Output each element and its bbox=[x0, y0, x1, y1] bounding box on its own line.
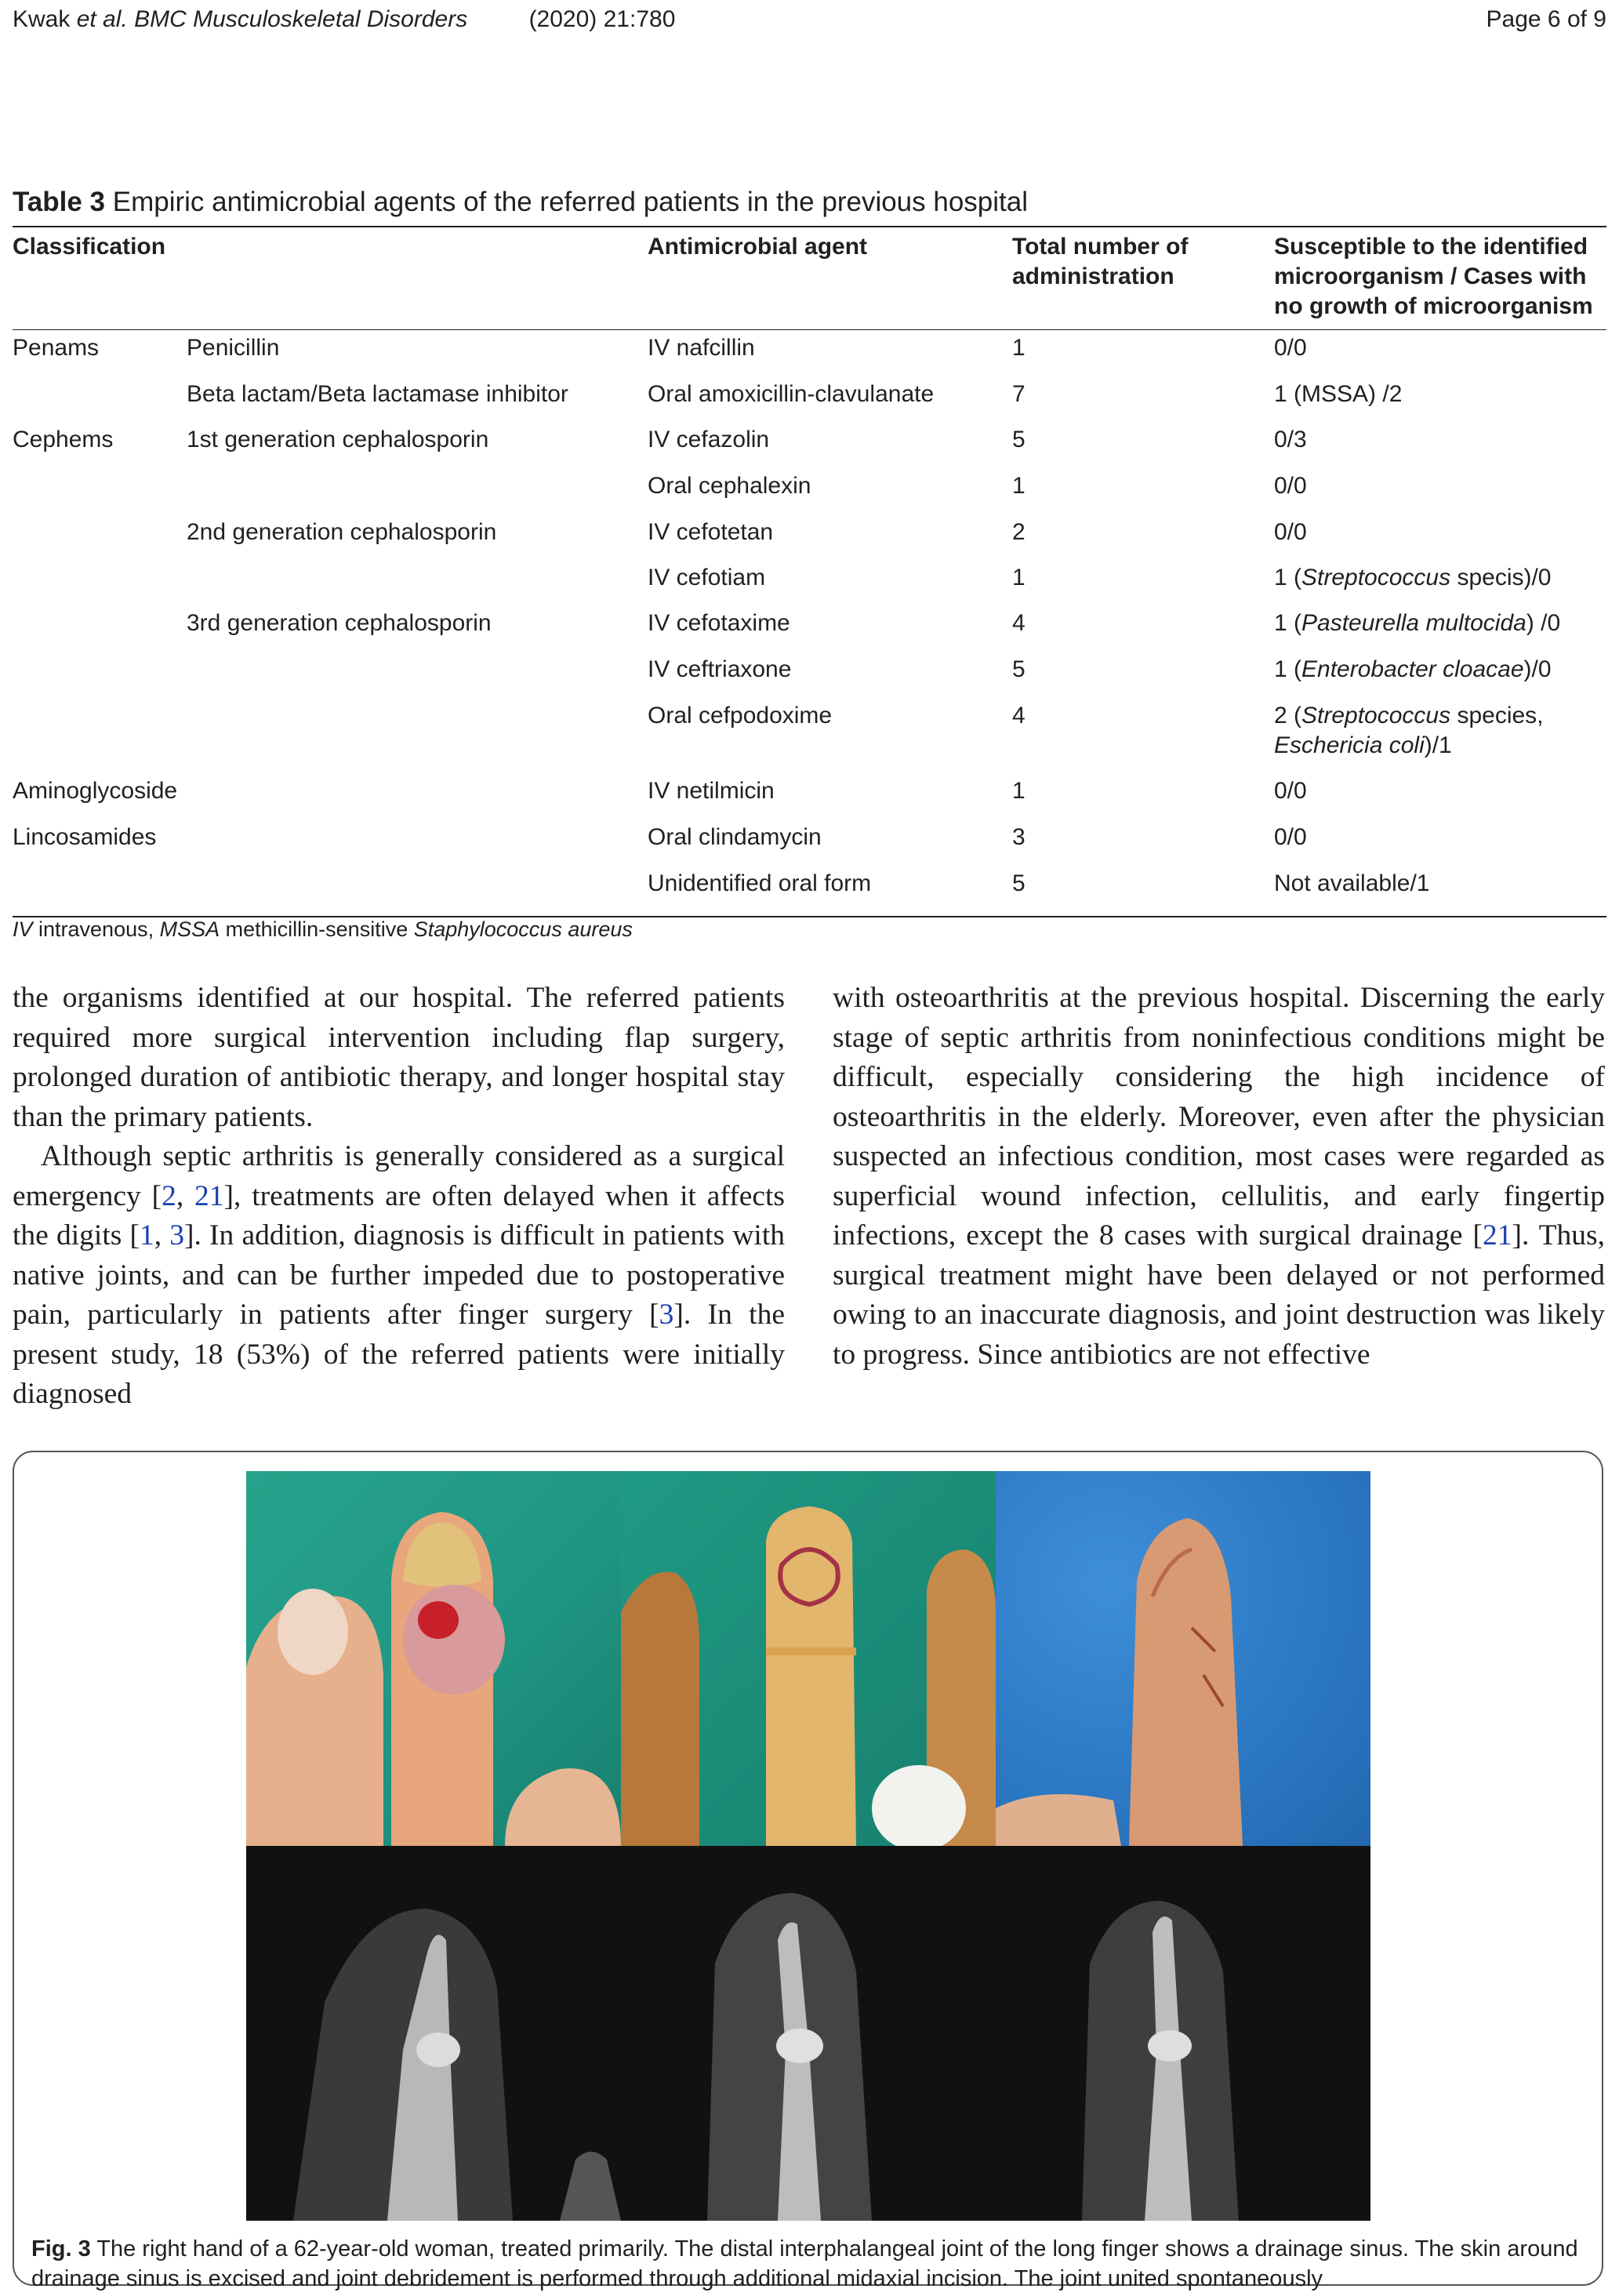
table-cell-agent: IV cefotaxime bbox=[648, 610, 790, 636]
table-cell-susceptible bbox=[1274, 563, 1552, 593]
antimicrobial-table bbox=[13, 226, 1606, 919]
paragraph bbox=[833, 979, 1605, 1375]
table-cell-subclass: 1st generation cephalosporin bbox=[187, 427, 489, 452]
table-top-rule bbox=[13, 226, 1606, 227]
susc-text: 1 ( bbox=[1274, 656, 1302, 682]
table-cell-susceptible: Not available/1 bbox=[1274, 870, 1430, 896]
header-total-line2: administration bbox=[1012, 263, 1174, 289]
citation-link[interactable]: 2 bbox=[162, 1179, 176, 1212]
organism-name: Streptococcus bbox=[1301, 565, 1451, 590]
table-header-rule bbox=[13, 329, 1606, 330]
table-cell-agent: Oral amoxicillin-clavulanate bbox=[648, 381, 935, 407]
table-cell-agent: IV cefotetan bbox=[648, 519, 774, 545]
organism-name: Enterobacter cloacae bbox=[1301, 656, 1524, 682]
table-cell-susceptible bbox=[1274, 609, 1560, 638]
ring-finger-shape bbox=[505, 1768, 621, 1846]
table-cell-agent: IV ceftriaxone bbox=[648, 656, 792, 682]
header-classification: Classification bbox=[13, 234, 166, 260]
table-cell-subclass: Penicillin bbox=[187, 335, 280, 361]
table-cell-agent: IV netilmicin bbox=[648, 778, 775, 804]
table-cell-total: 4 bbox=[1012, 610, 1025, 636]
table-cell-subclass: Beta lactam/Beta lactamase inhibitor bbox=[187, 381, 568, 407]
susc-text: ) /0 bbox=[1526, 610, 1561, 636]
susc-text: )/0 bbox=[1523, 656, 1552, 682]
table-cell-agent: Oral cephalexin bbox=[648, 473, 811, 499]
table-cell-agent: IV cefazolin bbox=[648, 427, 770, 452]
table-cell-total: 4 bbox=[1012, 703, 1025, 728]
adjacent-finger-shape bbox=[560, 2152, 621, 2221]
clinical-photo-surgery bbox=[621, 1471, 996, 1846]
xray-image-1 bbox=[246, 1846, 621, 2221]
abbr-iv: IV bbox=[13, 917, 33, 941]
susc-text: species, bbox=[1450, 703, 1544, 728]
body-text: ]. In addition, diagnosis is difficult in patients with native joints, and can be further impeded due to postoperative pain, particularly in patients after finger surgery [ bbox=[13, 1219, 785, 1331]
citation-link[interactable]: 3 bbox=[169, 1219, 185, 1252]
table-cell-total: 1 bbox=[1012, 335, 1025, 361]
citation-link[interactable]: 21 bbox=[1482, 1219, 1512, 1252]
paragraph: the organisms identified at our hospital. The referred patients required more surgical intervention including flap surgery, prolonged duration of antibiotic therapy, and longer hospital stay than the primary patients. bbox=[13, 982, 785, 1133]
surgery-finger-drawing bbox=[621, 1471, 996, 1846]
table-cell-class: Penams bbox=[13, 335, 100, 361]
table-cell-agent: IV cefotiam bbox=[648, 565, 766, 590]
figure-label: Fig. 3 bbox=[31, 2236, 91, 2261]
table-cell-total: 5 bbox=[1012, 656, 1025, 682]
susc-text: )/1 bbox=[1424, 732, 1452, 758]
figure-caption bbox=[31, 2234, 1588, 2294]
joint-shape bbox=[416, 2033, 460, 2067]
table-cell-total: 1 bbox=[1012, 565, 1025, 590]
table-cell-total: 2 bbox=[1012, 519, 1025, 545]
body-text: , bbox=[154, 1219, 170, 1252]
drainage-sinus-shape bbox=[418, 1601, 459, 1639]
body-text: ], treatments are often delayed when it affects the digits [ bbox=[13, 1179, 785, 1252]
table-cell-subclass: 3rd generation cephalosporin bbox=[187, 610, 492, 636]
xray-drawing-2 bbox=[621, 1846, 996, 2221]
table-cell-total: 1 bbox=[1012, 778, 1025, 804]
table-cell-subclass: 2nd generation cephalosporin bbox=[187, 519, 497, 545]
xray-image-2 bbox=[621, 1846, 996, 2221]
footnote-text: intravenous, bbox=[32, 917, 160, 941]
table-title bbox=[13, 187, 1028, 218]
organism-name: Staphylococcus aureus bbox=[413, 917, 633, 941]
table-cell-class: Aminoglycoside bbox=[13, 778, 178, 804]
table-cell-susceptible bbox=[1274, 701, 1544, 731]
table-cell-agent: Unidentified oral form bbox=[648, 870, 872, 896]
susc-text: 2 ( bbox=[1274, 703, 1302, 728]
table-cell-total: 7 bbox=[1012, 381, 1025, 407]
joint-shape bbox=[776, 2029, 823, 2063]
table-cell-class: Cephems bbox=[13, 427, 114, 452]
susc-text: specis)/0 bbox=[1450, 565, 1552, 590]
etal-text: et al. bbox=[76, 6, 128, 32]
table-title-text: Empiric antimicrobial agents of the referred patients in the previous hospital bbox=[105, 187, 1029, 217]
xray-drawing-3 bbox=[996, 1846, 1370, 2221]
table-cell-susceptible: 0/0 bbox=[1274, 473, 1307, 499]
body-text: ]. In the present study, 18 (53%) of the referred patients were initially diagnosed bbox=[13, 1299, 785, 1410]
citation-link[interactable]: 21 bbox=[194, 1179, 224, 1212]
table-cell-susceptible: 0/0 bbox=[1274, 824, 1307, 850]
body-text: ]. Thus, surgical treatment might have been delayed or not performed owing to an inaccurate diagnosis, and joint destruction was likely to progress. Since antibiotics are not effective bbox=[833, 1219, 1605, 1371]
postop-finger-drawing bbox=[996, 1471, 1370, 1846]
table-cell-total: 1 bbox=[1012, 473, 1025, 499]
running-head bbox=[13, 6, 1606, 38]
table-label: Table 3 bbox=[13, 187, 106, 217]
table-cell-susceptible-cont bbox=[1274, 731, 1452, 761]
table-cell-total: 5 bbox=[1012, 427, 1025, 452]
xray-drawing-1 bbox=[246, 1846, 621, 2221]
fingernail-shape bbox=[278, 1589, 348, 1675]
body-text: Although septic arthritis is generally considered as a surgical emergency [ bbox=[13, 1140, 785, 1212]
citation-link[interactable]: 1 bbox=[139, 1219, 154, 1252]
organism-name: Pasteurella multocida bbox=[1301, 610, 1526, 636]
table-cell-total: 3 bbox=[1012, 824, 1025, 850]
header-susceptible-line1: Susceptible to the identified bbox=[1274, 234, 1588, 260]
table-cell-susceptible: 0/0 bbox=[1274, 778, 1307, 804]
preop-finger-drawing bbox=[246, 1471, 621, 1846]
table-cell-total: 5 bbox=[1012, 870, 1025, 896]
header-susceptible-line2: microorganism / Cases with bbox=[1274, 263, 1587, 289]
abbr-mssa: MSSA bbox=[159, 917, 220, 941]
susc-text: 1 ( bbox=[1274, 610, 1302, 636]
table-cell-class: Lincosamides bbox=[13, 824, 157, 850]
long-finger-shape bbox=[1129, 1518, 1243, 1846]
hand-shape bbox=[996, 1794, 1121, 1846]
table-cell-susceptible: 1 (MSSA) /2 bbox=[1274, 381, 1403, 407]
susc-text: 1 ( bbox=[1274, 565, 1302, 590]
journal-name: BMC Musculoskeletal Disorders bbox=[127, 6, 468, 32]
page-number: Page 6 of 9 bbox=[1486, 6, 1606, 32]
table-cell-susceptible bbox=[1274, 655, 1552, 685]
caption-text: The right hand of a 62-year-old woman, treated primarily. The distal interphalangeal joint of the long finger shows a drainage sinus. The skin around drainage sinus is excised and joint debridement is performed through additional midaxial incision. The joint united spontaneously bbox=[31, 2236, 1578, 2291]
table-cell-susceptible: 0/0 bbox=[1274, 335, 1307, 361]
organism-name: Eschericia coli bbox=[1274, 732, 1425, 758]
clinical-photo-postop bbox=[996, 1471, 1370, 1846]
long-finger-shape bbox=[766, 1506, 856, 1846]
table-cell-agent: Oral clindamycin bbox=[648, 824, 822, 850]
table-footnote bbox=[13, 917, 633, 942]
header-agent: Antimicrobial agent bbox=[648, 234, 868, 260]
index-finger-shape bbox=[621, 1572, 699, 1846]
footnote-text: methicillin-sensitive bbox=[220, 917, 414, 941]
header-susceptible-line3: no growth of microorganism bbox=[1274, 293, 1593, 319]
body-column-right bbox=[833, 979, 1605, 1375]
body-text: , bbox=[176, 1179, 195, 1212]
table-cell-agent: IV nafcillin bbox=[648, 335, 755, 361]
clinical-photo-preop bbox=[246, 1471, 621, 1846]
xray-image-3 bbox=[996, 1846, 1370, 2221]
table-cell-susceptible: 0/3 bbox=[1274, 427, 1307, 452]
joint-shape bbox=[1148, 2030, 1192, 2062]
organism-name: Streptococcus bbox=[1301, 703, 1451, 728]
paragraph bbox=[13, 1137, 785, 1415]
wound-area-shape bbox=[403, 1585, 505, 1695]
author-text: Kwak bbox=[13, 6, 77, 32]
citation-link[interactable]: 3 bbox=[659, 1299, 674, 1331]
table-cell-susceptible: 0/0 bbox=[1274, 519, 1307, 545]
body-text: with osteoarthritis at the previous hospital. Discerning the early stage of septic arthritis from noninfectious conditions might be difficult, especially considering the high incidence of osteoarthritis in the elderly. Moreover, even after the physician suspected an infectious condition, most cases were regarded as superficial wound infection, cellulitis, and early fingertip infections, except the 8 cases with surgical drainage [ bbox=[833, 982, 1605, 1252]
running-head-left bbox=[13, 6, 675, 33]
header-total-line1: Total number of bbox=[1012, 234, 1189, 260]
body-column-left bbox=[13, 979, 785, 1415]
citation-ref: (2020) 21:780 bbox=[528, 6, 676, 32]
table-cell-agent: Oral cefpodoxime bbox=[648, 703, 833, 728]
